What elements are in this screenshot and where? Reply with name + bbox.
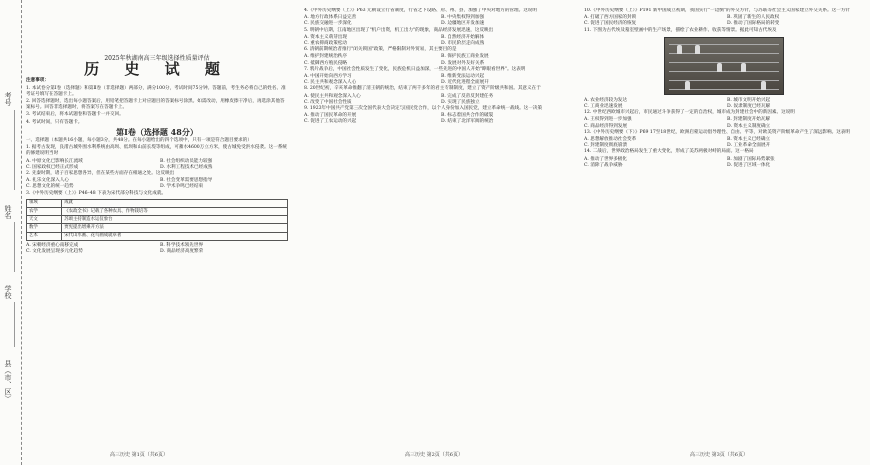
- question-7: 7. 鸦片战争后，中国社会性质发生了变化，民族危机日益加深，一些先进的中国人开始"睁眼看世界"。这表明: [304, 66, 526, 72]
- page-footer-3: 高三历史 第3页（共6页）: [690, 452, 748, 458]
- option: D. 商品经济高度繁荣: [160, 249, 204, 255]
- option: C. 国家政权已经正式形成: [26, 164, 79, 170]
- option: D. 工业革命全面展开: [727, 143, 771, 149]
- question-2-options: [26, 178, 288, 190]
- notice-item: 3. 考试结束后，将本试题卷和答题卡一并交回。: [26, 112, 124, 118]
- section-intro: 一、选择题（本题共16小题，每小题3分，共48分。在每小题给出的四个选项中，只有一项是符合题目要求的）: [26, 138, 252, 144]
- option: B. 自然经济开始解体: [441, 34, 485, 40]
- option: B. 资本主义已经确立: [727, 137, 771, 143]
- table-cell: 天文: [27, 216, 62, 224]
- option: C. 封建制度彻底崩溃: [584, 143, 628, 149]
- option: A. 思想解放推动社会变革: [584, 137, 637, 143]
- option: A. 中原文化已影响长江流域: [26, 158, 83, 164]
- question-6-options: [304, 54, 572, 66]
- mural-figure: [677, 45, 682, 54]
- question-8: 8. 20世纪初，辛亥革命推翻了清王朝的统治，结束了两千多年的君主专制制度，建立了资产阶级共和国。其意义在于: [304, 86, 541, 92]
- egyptian-mural-image: [664, 37, 784, 95]
- table-cell: 数学: [27, 224, 62, 232]
- binding-label-exam-number: 考号: [4, 92, 12, 106]
- question-4-options: [304, 15, 572, 27]
- option: A. 宋朝经济重心南移完成: [26, 242, 79, 248]
- option: B. 加剧了国际局势紧张: [727, 156, 775, 162]
- option: B. 维新变法运动兴起: [441, 74, 485, 80]
- option: C. 工商业迅速发展: [584, 104, 623, 110]
- page-footer-1: 高三历史 第1页（共6页）: [110, 452, 168, 458]
- option: B. 完成了反帝反封建任务: [441, 93, 494, 99]
- option: D. 学术争鸣已经结束: [160, 184, 204, 190]
- option: B. 社会变革需要思想指导: [160, 178, 213, 184]
- table-cell: 贾宪提出增乘开方法: [62, 224, 288, 232]
- question-8-options: [304, 94, 572, 106]
- option: B. 科学技术领先世界: [160, 242, 204, 248]
- option: C. 重农抑商政策松动: [304, 41, 348, 47]
- question-14: 14. 二战后，世界政治格局发生了重大变化，形成了美苏两极对峙的局面。这一格局: [584, 149, 754, 155]
- question-10-options: [584, 15, 864, 27]
- option: A. 农业经济较为发达: [584, 97, 627, 103]
- option: C. 思想文化的统一趋势: [26, 184, 74, 190]
- option: D. 奴隶制度已经瓦解: [727, 104, 771, 110]
- option: D. 促进了区域一体化: [727, 162, 771, 168]
- question-1: 1. 据考古发现，良渚古城外围水利系统由高坝、低坝和山前长堤等组成，可蓄水4600万立方米，使古城免受洪水侵袭。这一系统的修建说明当时: [26, 145, 288, 157]
- notice-item: 4. 考试时间，只有答题卡。: [26, 119, 83, 125]
- option: A. 礼乐文化深入人心: [26, 178, 69, 184]
- option: A. 推动了国民革命的开展: [304, 113, 357, 119]
- notice-item: 2. 回答选择题时，选出每小题答案后，用铅笔把答题卡上对应题目的答案标号涂黑。如需改动，用橡皮擦干净后，再选涂其他答案标号。回答非选择题时，将答案写在答题卡上。: [26, 99, 285, 111]
- table-header-cell: 领域: [27, 199, 62, 207]
- mural-figure: [685, 81, 690, 90]
- question-4: 4.《中外历史纲要（上）》P63 元朝设立行省制度，行省之下设路、府、州、县，加强了中央对地方的管理。这说明: [304, 8, 537, 13]
- binding-line: [14, 302, 15, 347]
- binding-margin: [0, 0, 22, 465]
- question-9-options: [304, 113, 572, 125]
- table-cell: 苏颂主持制造水运仪象台: [62, 216, 288, 224]
- table-cell: 宋代山水画、花鸟画成就卓著: [62, 232, 288, 240]
- option: C. 商品经济得到发展: [584, 123, 628, 129]
- option: C. 改变了中国社会性质: [304, 99, 352, 105]
- option: A. 推动了世界多极化: [584, 156, 627, 162]
- section-title: 第Ⅰ卷（选择题 48分）: [116, 126, 198, 137]
- option: C. 民族交融进一步深化: [304, 21, 352, 27]
- binding-label-name: 姓名: [4, 205, 12, 219]
- page-1-column: [26, 8, 288, 448]
- question-13: 13.《中外历史纲要（下）》P69 17至18世纪，欧洲启蒙运动倡导理性、自由、平等，对欧美资产阶级革命产生了深远影响。这表明: [584, 129, 850, 135]
- binding-label-county: 县（市、区）: [4, 360, 12, 402]
- option: C. 文化发展呈现多元化趋势: [26, 249, 83, 255]
- option: D. 实现了民族独立: [441, 99, 480, 105]
- question-9: 9. 1923年中国共产党第三次全国代表大会决定与国民党合作，以个人身份加入国民党，建立革命统一战线。这一决策: [304, 106, 543, 112]
- table-header-cell: 成就: [62, 199, 288, 207]
- question-11-options: [584, 98, 864, 110]
- page-footer-2: 高三历史 第2页（共6页）: [405, 452, 463, 458]
- option: A. 使民主共和观念深入人心: [304, 93, 361, 99]
- question-11: 11. 下图为古代埃及墓室壁画中的生产场景，描绘了农业耕作、收获等情景。据此可知古代埃及: [584, 27, 777, 33]
- option: A. 维护封建统治秩序: [304, 54, 347, 60]
- question-1-options: [26, 159, 288, 171]
- option: D. 市民阶层走向成熟: [441, 41, 485, 47]
- binding-line: [14, 110, 15, 190]
- question-12: 12. 中世纪西欧城市兴起后，市民通过斗争获得了一定的自治权，城市成为封建社会中的新因素。这说明: [584, 110, 795, 116]
- mural-figure: [761, 81, 766, 90]
- question-6: 6. 清朝前期统治者推行"闭关锁国"政策，严格限制对外贸易，其主要目的是: [304, 47, 457, 53]
- option: C. 促进了工农运动的兴起: [304, 119, 357, 125]
- mural-band: [669, 62, 779, 72]
- mural-figure: [695, 45, 700, 54]
- option: D. 结束了北洋军阀的统治: [441, 119, 494, 125]
- option: D. 边疆地区开发加速: [441, 21, 485, 27]
- option: A. 中国开始向西方学习: [304, 74, 352, 80]
- question-5-options: [304, 35, 572, 47]
- option: B. 标志着国共合作的破裂: [441, 113, 494, 119]
- option: A. 打破了西方国家的封锁: [584, 15, 637, 21]
- notice-title: 注意事项：: [26, 78, 49, 84]
- option: C. 抵御西方殖民侵略: [304, 60, 348, 66]
- table-row: [27, 224, 288, 232]
- question-10: 10.《中外历史纲要（上）》P191 新中国成立初期，我国实行"一边倒"的外交方针，与苏联等社会主义国家建立外交关系。这一方针: [584, 8, 851, 13]
- page-3-column: [584, 8, 864, 448]
- option: B. 中央集权得到加强: [441, 15, 485, 21]
- option: B. 封建制度开始瓦解: [727, 117, 771, 123]
- option: D. 资本主义制度确立: [727, 123, 771, 129]
- option: D. 推动了国际格局的转变: [727, 21, 780, 27]
- table-row: [27, 208, 288, 216]
- mural-figure: [717, 63, 722, 72]
- question-2: 2. 先秦时期，诸子百家思想各异，但在某些方面存在相通之处。这反映出: [26, 171, 175, 177]
- binding-label-school: 学校: [4, 285, 12, 299]
- option: C. 消除了战争威胁: [584, 162, 623, 168]
- table-row: [27, 216, 288, 224]
- option: B. 巩固了新生的人民政权: [727, 15, 780, 21]
- option: A. 王权得到进一步加强: [584, 117, 632, 123]
- option: A. 地方行政体系日益完善: [304, 15, 357, 21]
- option: C. 民主共和观念深入人心: [304, 80, 357, 86]
- mural-band: [669, 44, 779, 54]
- option: D. 发展对外友好关系: [441, 60, 485, 66]
- option: C. 促进了国民经济的恢复: [584, 21, 637, 27]
- option: D. 近代化进程全面展开: [441, 80, 489, 86]
- binding-line: [14, 222, 15, 272]
- question-7-options: [304, 74, 572, 86]
- table-row: [27, 232, 288, 240]
- table-cell: 《农政全书》记载了各种农具、作物栽培等: [62, 208, 288, 216]
- notice-item: 1. 本试卷分第Ⅰ卷（选择题）和第Ⅱ卷（非选择题）两部分，满分100分，考试时间75分钟。答题前，考生务必将自己的姓名、准考证号填写在答题卡上。: [26, 85, 286, 97]
- mural-figure: [741, 63, 746, 72]
- question-3-table: [26, 199, 288, 241]
- option: B. 城市文明开始兴起: [727, 97, 771, 103]
- exam-header: 2025年秋湖南高三年级选择性质量评估: [104, 55, 210, 62]
- question-3: 3.《中外历史纲要（上）》P46–48 下表为宋代部分科技与文化成就。: [26, 190, 167, 196]
- page-2-column: [304, 8, 572, 448]
- question-13-options: [584, 137, 864, 149]
- question-12-options: [584, 117, 864, 129]
- question-5: 5. 明朝中后期，江南地区出现了"机户出资，机工出力"的现象，商品经济发展迅速，这反映出: [304, 27, 494, 33]
- option: B. 社会组织动员能力较强: [160, 158, 213, 164]
- question-3-options: [26, 243, 288, 255]
- exam-title: 历 史 试 题: [84, 60, 230, 79]
- table-cell: 农学: [27, 208, 62, 216]
- table-cell: 艺术: [27, 232, 62, 240]
- option: A. 资本主义萌芽出现: [304, 34, 347, 40]
- option: D. 水利工程技术已经成熟: [160, 164, 213, 170]
- question-14-options: [584, 157, 864, 169]
- option: B. 保护民族工商业发展: [441, 54, 489, 60]
